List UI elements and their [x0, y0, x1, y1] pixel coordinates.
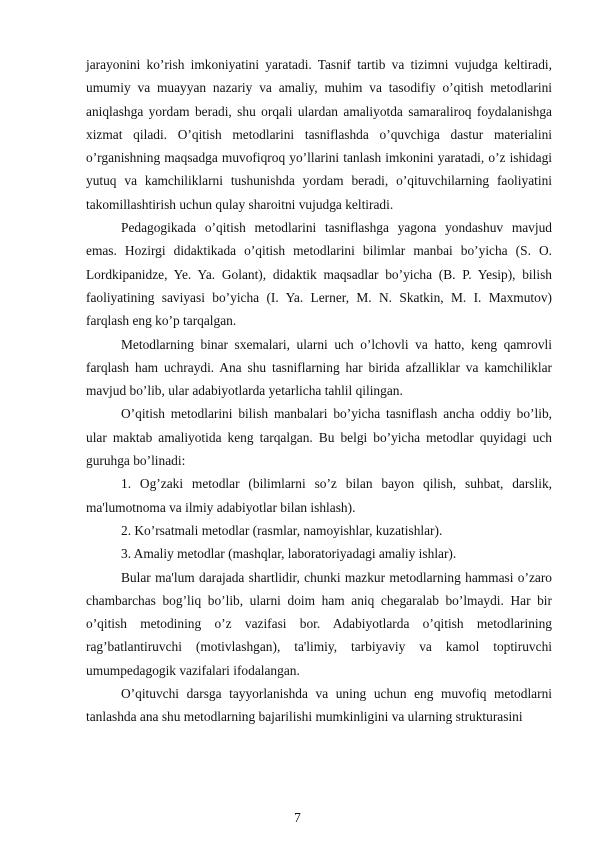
list-item-practical-methods: 3. Amaliy metodlar (mashqlar, laboratoriyadagi amaliy ishlar). [121, 546, 457, 562]
paragraph-teacher-preparation: O’qituvchi darsga tayyorlanishda va uning uchun eng muvofiq metodlarni tanlashda ana shu metodlarning bajarilishi mumkinligini va ularning strukturasini [86, 686, 552, 725]
page-number: 7 [294, 810, 301, 825]
paragraph-binary-schemes: Metodlarning binar sxemalari, ularni uch o’lchovli va hatto, keng qamrovli farqlash ham uchraydi. Ana shu tasniflarning har birida afzalliklar va kamchiliklar mavjud bo’lib, ular adabiyotlarda yetarlicha tahlil qilingan. [86, 336, 552, 399]
list-item-visual-methods: 2. Ko’rsatmali metodlar (rasmlar, namoyishlar, kuzatishlar). [121, 522, 443, 538]
paragraph-classification-approaches: Pedagogikada o’qitish metodlarini tasniflashga yagona yondashuv mavjud emas. Hozirgi didaktikada o’qitish metodlarini bilimlar manbai bo’yicha (S. O. Lordkipanidze, Ye. Ya. Golant), didaktik maqsadlar bo’yicha (B. P. Yesip), bilish faoliyatining saviyasi bo’yicha (I. Ya. Lerner, M. N. Skatkin, M. I. Maxmutov) farqlash eng ko’p tarqalgan. [86, 220, 552, 329]
paragraph-continuation: jarayonini ko’rish imkoniyatini yaratadi. Tasnif tartib va tizimni vujudga keltiradi, umumiy va muayyan nazariy va amaliy, muhim va tasodifiy o’qitish metodlarini aniqlashga yordam beradi, shu orqali ulardan amaliyotda samaraliroq foydalanishga xizmat qiladi. O’qitish metodlarini tasniflashda o’quvchiga dastur materialini o’rganishning maqsadga muvofiqroq yo’llarini tanlash imkonini yaratadi, o’z ishidagi yutuq va kamchiliklarni tushunishda yordam beradi, o’qituvchilarning faoliyatini takomillashtirish uchun qulay sharoitni vujudga keltiradi. [86, 57, 552, 212]
list-item-verbal-methods: 1. Og’zaki metodlar (bilimlarni so’z bilan bayon qilish, suhbat, darslik, ma'lumotnoma va ilmiy adabiyotlar bilan ishlash). [86, 476, 552, 515]
paragraph-knowledge-sources: O’qitish metodlarini bilish manbalari bo’yicha tasniflash ancha oddiy bo’lib, ular maktab amaliyotida keng tarqalgan. Bu belgi bo’yicha metodlar quyidagi uch guruhga bo’linadi: [86, 406, 552, 469]
body-text [86, 53, 552, 729]
paragraph-method-functions: Bular ma'lum darajada shartlidir, chunki mazkur metodlarning hammasi o’zaro chambarchas bog’liq bo’lib, ularni doim ham aniq chegaralab bo’lmaydi. Har bir o’qitish metodining o’z vazifasi bor. Adabiyotlarda o’qitish metodlarining rag’batlantiruvchi (motivlashgan), ta'limiy, tarbiyaviy va kamol toptiruvchi umumpedagogik vazifalari ifodalangan. [86, 569, 552, 678]
